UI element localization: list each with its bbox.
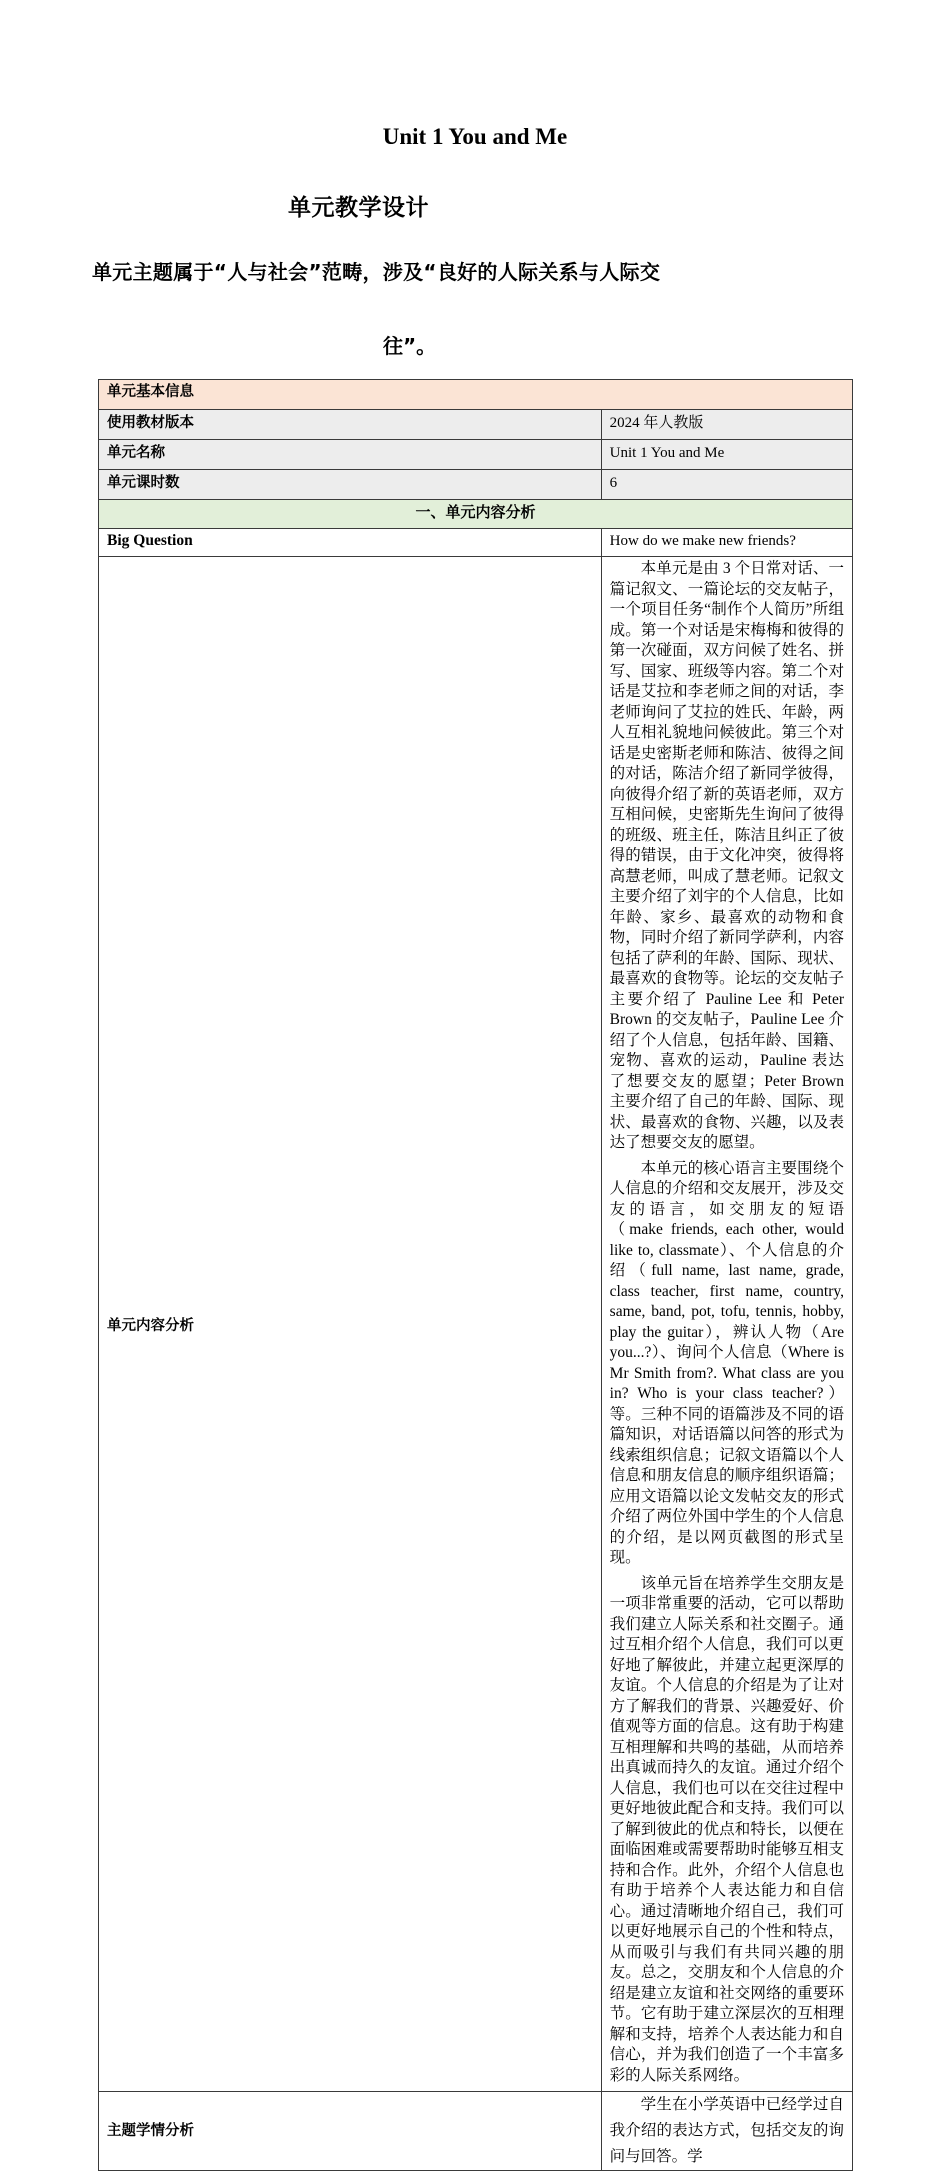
learner-analysis-value	[601, 2092, 852, 2171]
content-paragraph-3: 该单元旨在培养学生交朋友是一项非常重要的活动，它可以帮助我们建立人际关系和社交圈子。通过互相介绍个人信息，我们可以更好地了解彼此，并建立起更深厚的友谊。个人信息的介绍是为了让对方了解我们的背景、兴趣爱好、价值观等方面的信息。这有助于构建互相理解和共鸣的基础，从而培养出真诚而持久的友谊。通过介绍个人信息，我们也可以在交往过程中更好地彼此配合和支持。我们可以了解到彼此的优点和特长，以便在面临困难或需要帮助时能够互相支持和合作。此外，介绍个人信息也有助于培养个人表达能力和自信心。通过清晰地介绍自己，我们可以更好地展示自己的个性和特点，从而吸引与我们有共同兴趣的朋友。总之，交朋友和个人信息的介绍是建立友谊和社交网络的重要环节。它有助于建立深层次的互相理解和支持，培养个人表达能力和自信心，并为我们创造了一个丰富多彩的人际关系网络。	[609, 1574, 844, 2084]
theme-statement-line-1: 单元主题属于“人与社会”范畴，涉及“良好的人际关系与人际交	[92, 260, 661, 284]
lesson-count-value: 6	[601, 470, 852, 500]
textbook-version-label: 使用教材版本	[99, 410, 602, 440]
content-paragraph-1: 本单元是由 3 个日常对话、一篇记叙文、一篇论坛的交友帖子，一个项目任务“制作个人简历”所组成。第一个对话是宋梅梅和彼得的第一次碰面，双方问候了姓名、拼写、国家、班级等内容。第二个对话是艾拉和李老师之间的对话，李老师询问了艾拉的姓氏、年龄，两人互相礼貌地问候彼此。第三个对话是史密斯老师和陈洁、彼得之间的对话，陈洁介绍了新同学彼得，向彼得介绍了新的英语老师，双方互相问候，史密斯先生询问了彼得的班级、班主任，陈洁且纠正了彼得的错误，由于文化冲突，彼得将高慧老师，叫成了慧老师。记叙文主要介绍了刘宇的个人信息，比如年龄、家乡、最喜欢的动物和食物，同时介绍了新同学萨利，内容包括了萨利的年龄、国际、现状、最喜欢的食物等。论坛的交友帖子主要介绍了 Pauline Lee 和 Peter Brown 的交友帖子，Pauline Lee 介绍了个人信息，包括年龄、国籍、宠物、喜欢的运动，Pauline 表达了想要交友的愿望；Peter Brown 主要介绍了自己的年龄、国际、现状、最喜欢的食物、兴趣，以及表达了想要交友的愿望。	[609, 560, 844, 1151]
unit-name-label: 单元名称	[99, 440, 602, 470]
big-question-label: Big Question	[99, 529, 602, 557]
table-row	[99, 410, 853, 440]
table-row	[99, 470, 853, 500]
textbook-version-value: 2024 年人教版	[601, 410, 852, 440]
unit-name-value: Unit 1 You and Me	[601, 440, 852, 470]
lesson-count-label: 单元课时数	[99, 470, 602, 500]
table-row	[99, 557, 853, 2092]
document-subtitle: 单元教学设计	[288, 195, 429, 221]
content-analysis-label: 单元内容分析	[99, 557, 602, 2092]
table-row	[99, 2092, 853, 2171]
content-paragraph-2: 本单元的核心语言主要围绕个人信息的介绍和交友展开，涉及交友的语言，如交朋友的短语（make friends, each other, would like to, classmate）、个人信息的介绍（full name, last name, grade, class teacher, first name, country, same, band, pot, tofu, tennis, hobby, play the guitar），辨认人物（Are you...?）、询问个人信息（Where is Mr Smith from?. What class are you in? Who is your class teacher?）等。三种不同的语篇涉及不同的语篇知识，对话语篇以问答的形式为线索组织信息；记叙文语篇以个人信息和朋友信息的顺序组织语篇；应用文语篇以论文发帖交友的形式介绍了两位外国中学生的个人信息的介绍，是以网页截图的形式呈现。	[609, 1159, 844, 1566]
table-row	[99, 529, 853, 557]
section-header-row	[99, 500, 853, 529]
theme-statement-line-2: 往”。	[383, 334, 437, 358]
big-question-value: How do we make new friends?	[601, 529, 852, 557]
learner-analysis-text: 学生在小学英语中已经学过自我介绍的表达方式，包括交友的询问与回答。学	[609, 2096, 844, 2165]
content-analysis-body	[601, 557, 852, 2092]
basic-info-header: 单元基本信息	[99, 380, 853, 410]
unit-info-table	[98, 379, 853, 2171]
learner-analysis-label: 主题学情分析	[99, 2092, 602, 2171]
section-1-header: 一、单元内容分析	[99, 500, 853, 529]
table-row	[99, 440, 853, 470]
basic-info-header-row	[99, 380, 853, 410]
document-title: Unit 1 You and Me	[382, 124, 568, 149]
